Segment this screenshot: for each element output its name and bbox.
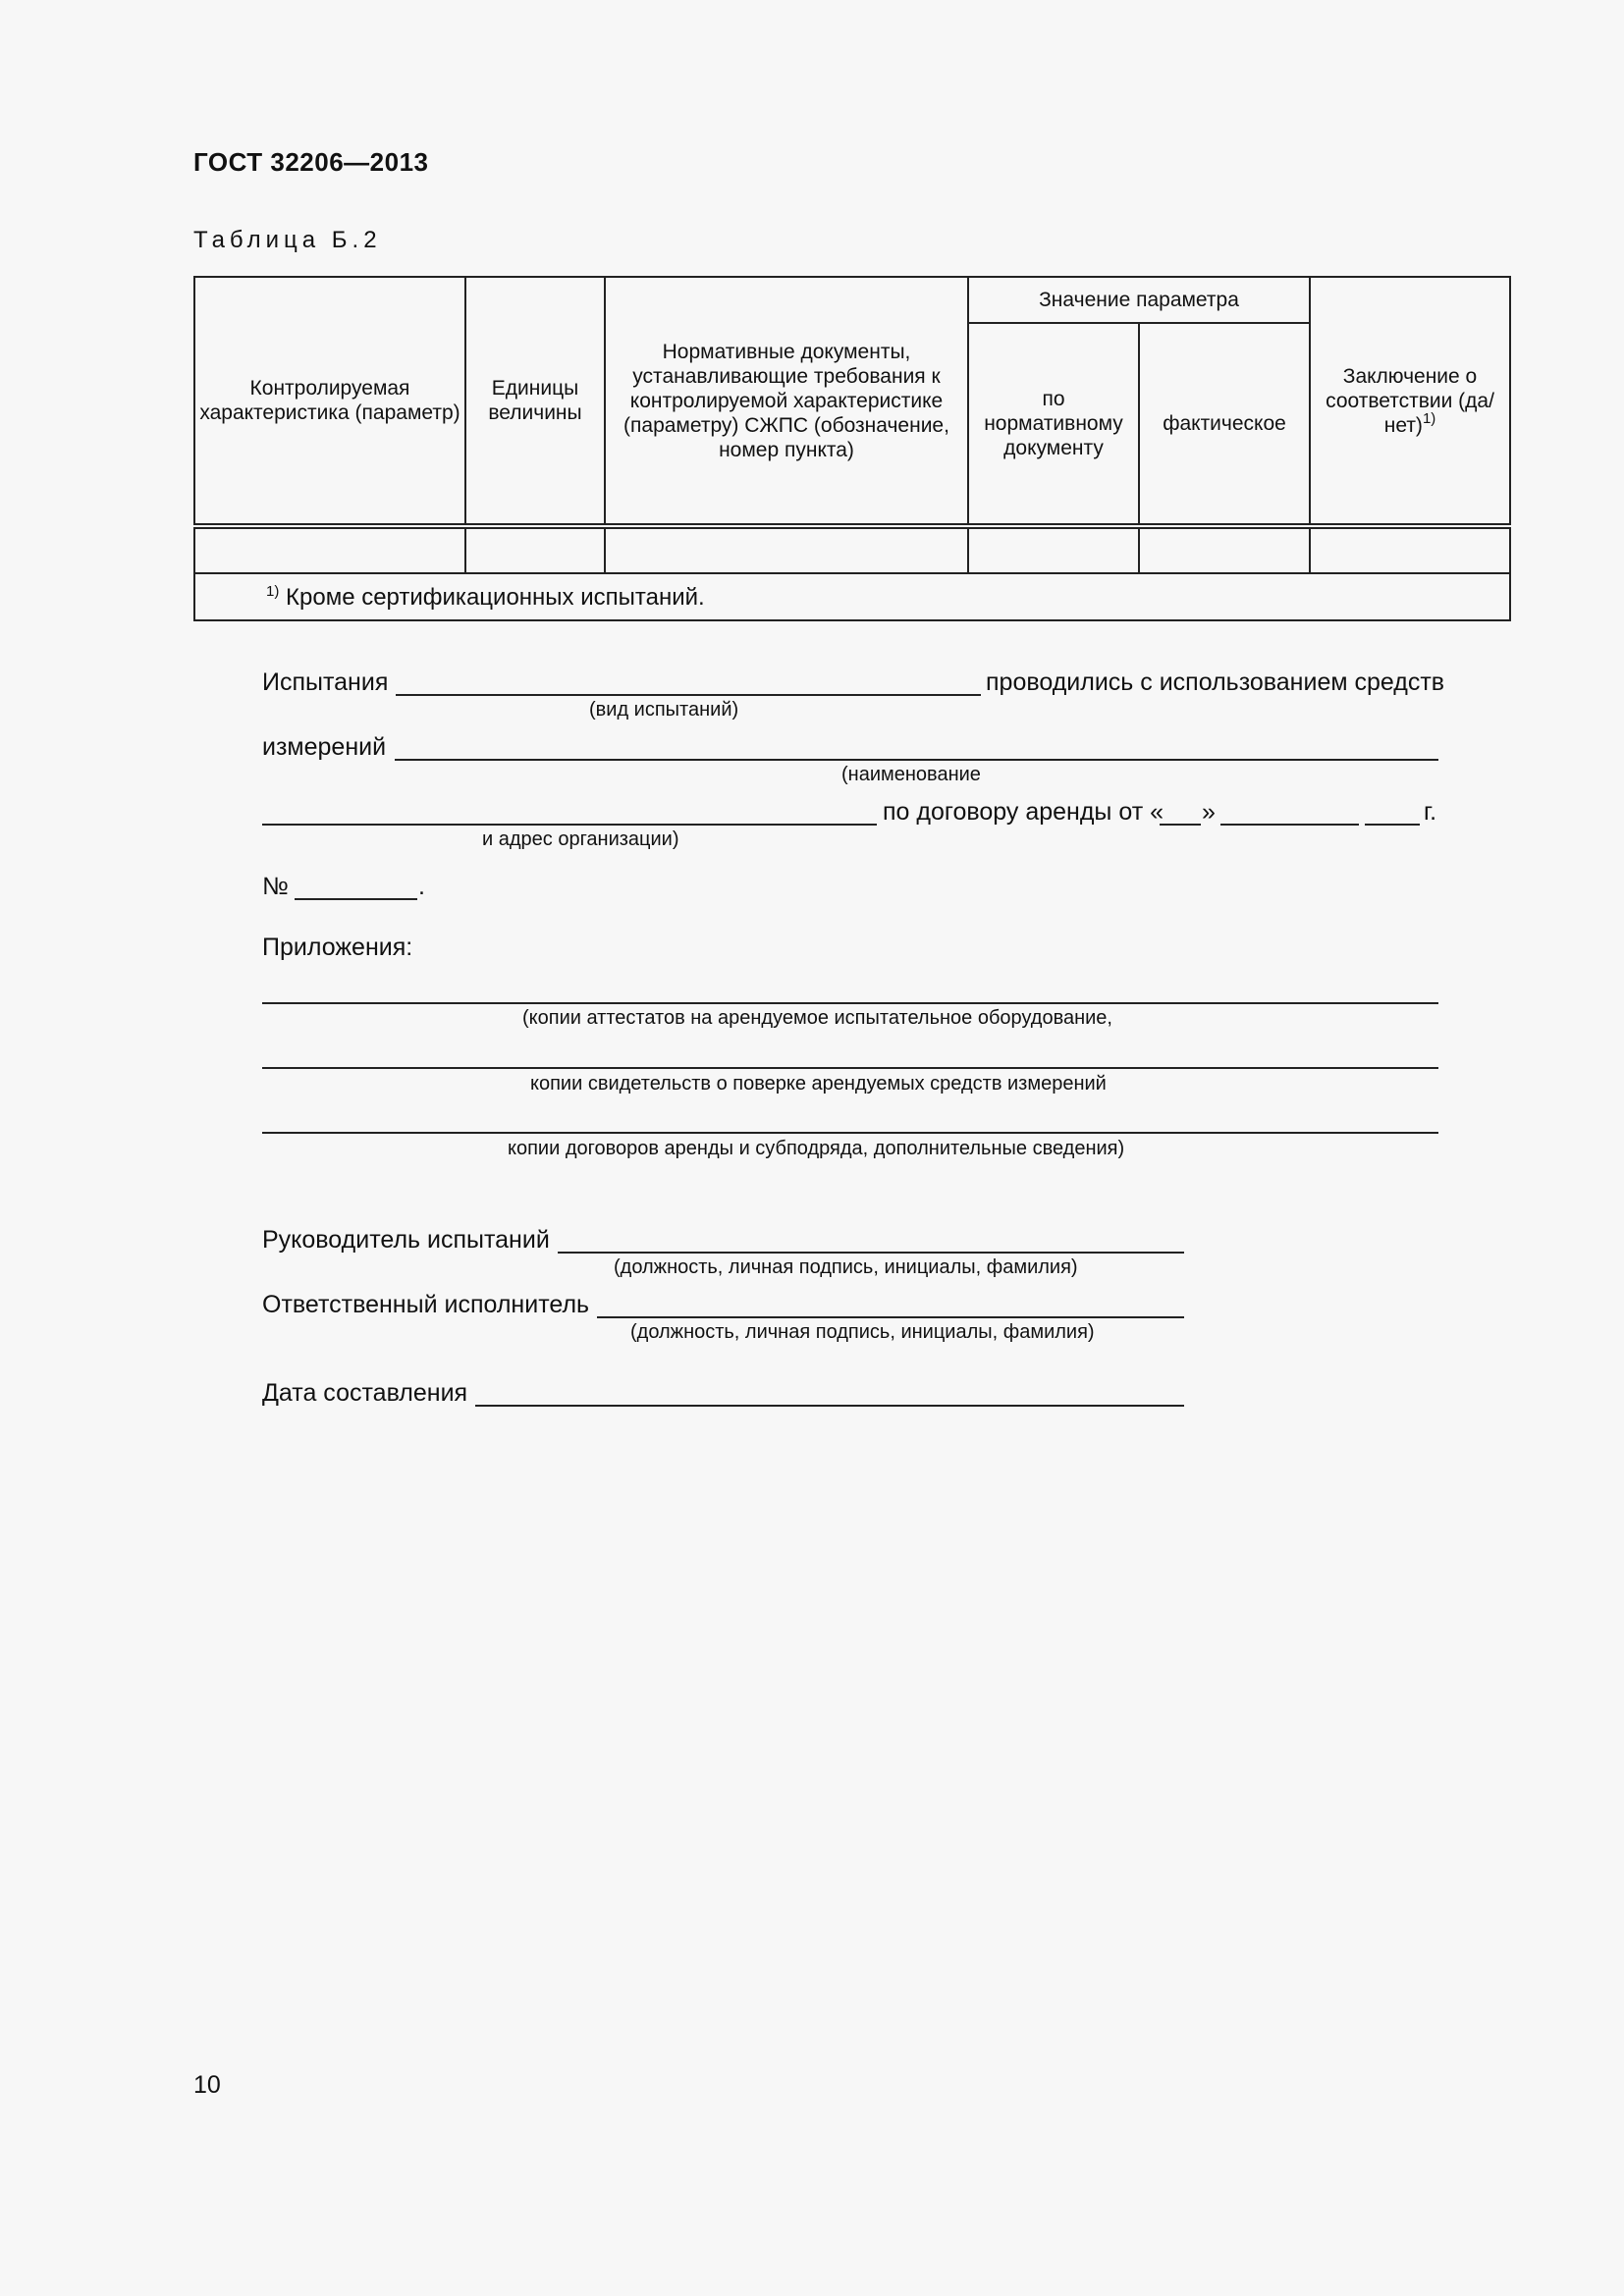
header-conformity-conclusion (1310, 277, 1510, 526)
header-parameter-value: Значение параметра (968, 277, 1310, 323)
executor-signature-field[interactable] (597, 1316, 1184, 1318)
attachment-hint-3: копии договоров аренды и субподряда, дополнительные сведения) (508, 1138, 1125, 1159)
measure-name-field[interactable] (395, 759, 1438, 761)
header-actual: фактическое (1139, 323, 1310, 526)
number-end: . (418, 873, 425, 900)
number-label: № (262, 873, 289, 900)
attachment-field-3[interactable] (262, 1132, 1438, 1134)
organization-field[interactable] (262, 824, 877, 826)
table-cell[interactable] (465, 526, 605, 573)
page-number: 10 (193, 2071, 221, 2099)
test-head-signature-field[interactable] (558, 1252, 1184, 1254)
attachment-hint-2: копии свидетельств о поверке арендуемых средств измерений (530, 1073, 1107, 1095)
contract-month-field[interactable] (1220, 824, 1359, 826)
address-hint: и адрес организации) (482, 828, 679, 850)
footnote-mark: 1) (266, 582, 280, 600)
test-head-label: Руководитель испытаний (262, 1226, 550, 1254)
footnote (194, 573, 1510, 620)
attachment-hint-1: (копии аттестатов на арендуемое испытательное оборудование, (522, 1007, 1112, 1029)
header-units: Единицы величины (465, 277, 605, 526)
contract-day-field[interactable] (1160, 824, 1201, 826)
contract-text: по договору аренды от « (883, 798, 1164, 826)
tests-type-hint: (вид испытаний) (589, 699, 739, 721)
date-label: Дата составления (262, 1379, 468, 1407)
header-controlled-characteristic: Контролируемая характеристика (параметр) (194, 277, 465, 526)
attachment-field-1[interactable] (262, 1002, 1438, 1004)
table-cell[interactable] (605, 526, 968, 573)
date-field[interactable] (475, 1405, 1184, 1407)
conclusion-label: Заключение о соответствии (да/нет) (1326, 364, 1494, 437)
test-head-hint: (должность, личная подпись, инициалы, фамилия) (614, 1256, 1078, 1278)
document-code: ГОСТ 32206—2013 (193, 147, 429, 177)
footnote-row (194, 573, 1510, 620)
year-suffix: г. (1424, 798, 1437, 826)
header-normative-documents: Нормативные документы, устанавливающие требования к контролируемой характеристике (параметру) СЖПС (обозначение, номер пункта) (605, 277, 968, 526)
table-row (194, 526, 1510, 573)
header-by-normative-document: по нормативному документу (968, 323, 1139, 526)
tests-type-field[interactable] (396, 694, 981, 696)
contract-year-field[interactable] (1365, 824, 1420, 826)
attachment-field-2[interactable] (262, 1067, 1438, 1069)
tests-tail-text: проводились с использованием средств (986, 668, 1445, 696)
footnote-text: Кроме сертификационных испытаний. (286, 583, 705, 611)
executor-label: Ответственный исполнитель (262, 1291, 590, 1318)
executor-hint: (должность, личная подпись, инициалы, фамилия) (630, 1321, 1095, 1343)
footnote-ref: 1) (1422, 409, 1436, 427)
contract-number-field[interactable] (295, 898, 417, 900)
measure-label: измерений (262, 733, 387, 761)
name-hint: (наименование (841, 764, 981, 785)
contract-quote-close: » (1202, 798, 1216, 826)
table-cell[interactable] (1139, 526, 1310, 573)
parameter-table (193, 276, 1511, 621)
table-cell[interactable] (1310, 526, 1510, 573)
tests-label: Испытания (262, 668, 389, 696)
table-cell[interactable] (194, 526, 465, 573)
table-caption: Таблица Б.2 (193, 227, 382, 253)
table-cell[interactable] (968, 526, 1139, 573)
attachments-label: Приложения: (262, 934, 413, 961)
